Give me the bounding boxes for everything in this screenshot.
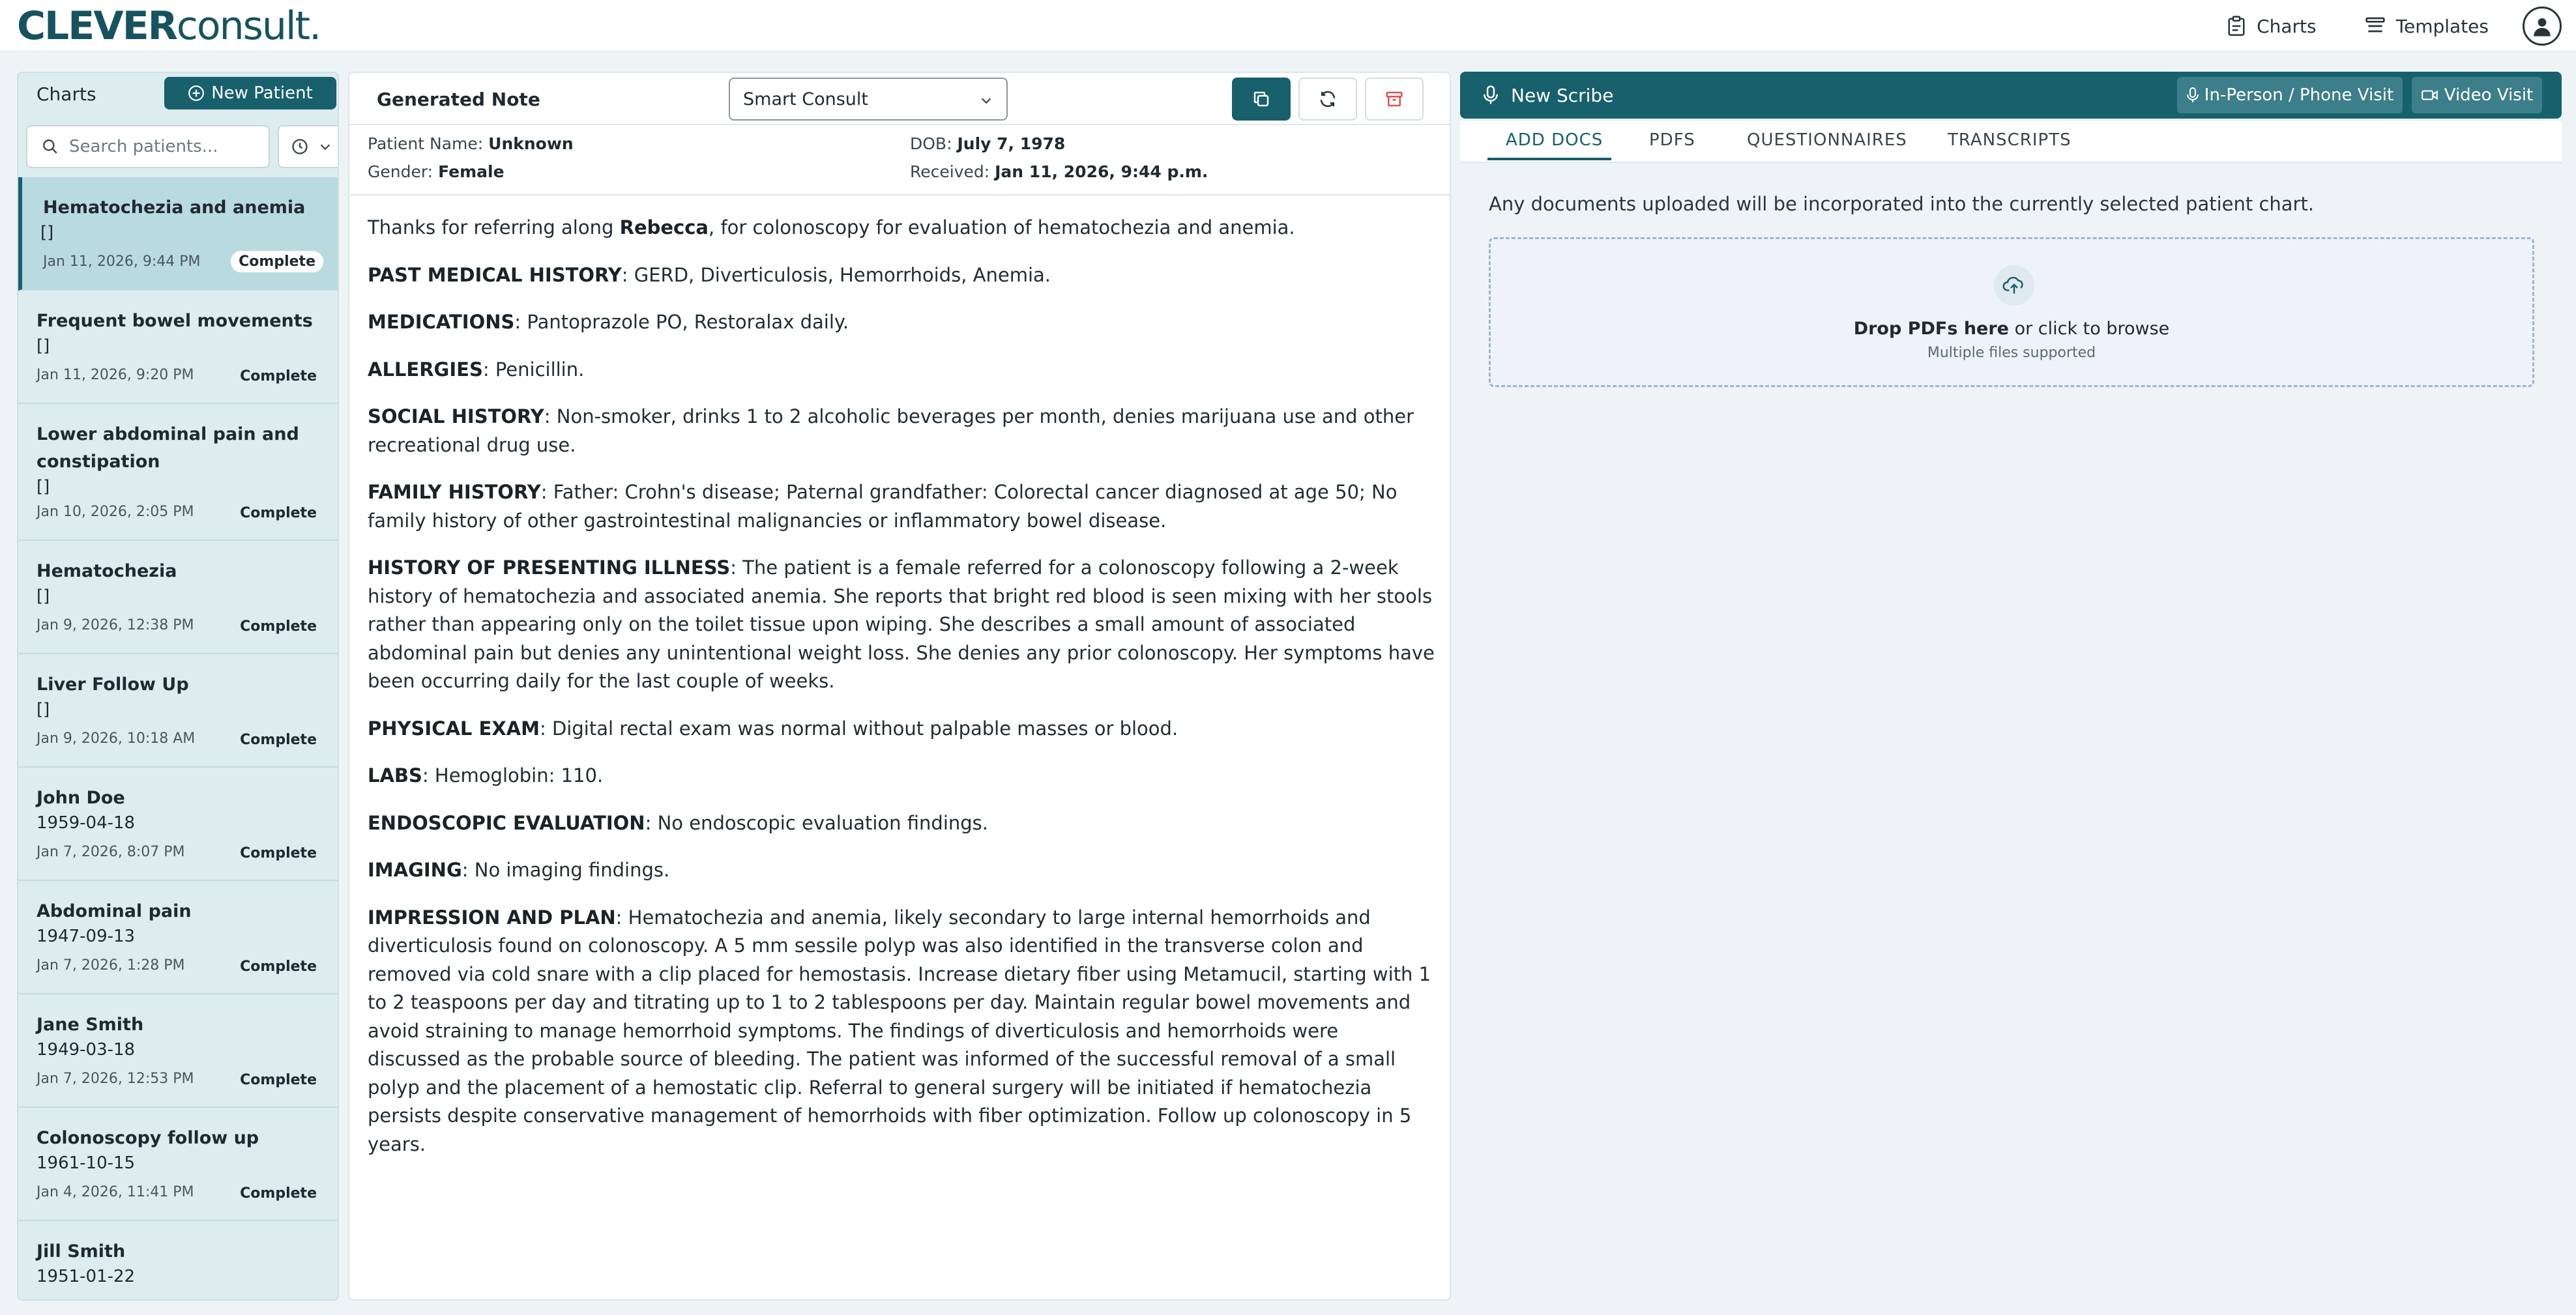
patient-subtitle: 1959-04-18 [37, 813, 136, 833]
sidebar-title: Charts [37, 83, 96, 105]
list-icon [2365, 16, 2386, 36]
note-section-exam [368, 715, 1437, 744]
patient-date: Jan 7, 2026, 12:53 PM [37, 1071, 194, 1087]
status-badge: Complete [240, 505, 317, 521]
patient-subtitle: [] [37, 336, 50, 356]
patient-subtitle: [] [40, 223, 54, 242]
section-text: : Father: Crohn's disease; Paternal grandfather: Colorectal cancer diagnosed at age 50; No family history of other gastrointestinal malignancies or inflammatory bowel disease. [368, 481, 1398, 532]
top-bar [0, 0, 2576, 52]
patient-subtitle: 1949-03-18 [37, 1040, 136, 1060]
gender-value: Female [438, 162, 505, 181]
patient-subtitle: 1947-09-13 [37, 927, 136, 946]
section-text: : No imaging findings. [461, 859, 670, 881]
status-badge: Complete [240, 618, 317, 635]
section-text: : GERD, Diverticulosis, Hemorrhoids, Anemia. [621, 263, 1051, 286]
scribe-bar [1460, 72, 2562, 119]
video-camera-icon [2421, 88, 2439, 102]
chevron-down-icon [318, 139, 332, 154]
section-text: : No endoscopic evaluation findings. [645, 811, 988, 834]
note-section-imaging [368, 856, 1437, 885]
section-text: : Penicillin. [482, 358, 585, 381]
logo-bold-text: CLEVER [17, 3, 177, 49]
user-icon [2531, 15, 2553, 37]
patient-title: Colonoscopy follow up [37, 1128, 259, 1148]
patient-first-name: Rebecca [619, 216, 709, 238]
note-section-plan [368, 904, 1437, 1159]
sidebar-header [18, 73, 338, 115]
intro-text: Thanks for referring along [368, 216, 620, 238]
intro-text-end: , for colonoscopy for evaluation of hematochezia and anemia. [709, 216, 1295, 238]
note-intro [368, 214, 1437, 242]
patient-meta [349, 125, 1450, 195]
patient-title: Abdominal pain [37, 901, 192, 921]
plus-circle-icon [188, 85, 205, 102]
video-visit-label: Video Visit [2444, 85, 2534, 105]
section-heading: PAST MEDICAL HISTORY [368, 263, 622, 286]
section-text: : Hemoglobin: 110. [422, 764, 604, 787]
note-section-labs [368, 762, 1437, 790]
generated-note-panel [348, 72, 1451, 1301]
section-heading: MEDICATIONS [368, 311, 515, 333]
user-avatar[interactable] [2523, 7, 2562, 46]
note-section-medications [368, 308, 1437, 337]
patient-list [18, 177, 339, 1301]
status-badge: Complete [240, 1072, 317, 1088]
microphone-icon [1482, 85, 1499, 106]
section-text: : Pantoprazole PO, Restoralax daily. [514, 311, 849, 333]
patient-title: John Doe [37, 788, 125, 808]
nav-charts[interactable] [2227, 15, 2317, 37]
dob-value: July 7, 1978 [957, 134, 1066, 153]
status-badge: Complete [231, 251, 323, 272]
patient-item[interactable] [18, 768, 339, 881]
template-select[interactable] [729, 78, 1008, 121]
section-text: : Hematochezia and anemia, likely secondary to large internal hemorrhoids and diverticulosis found on colonoscopy. A 5 mm sessile polyp was also identified in the transverse colon and removed via cold snare with a clip placed for hemostasis. Increase dietary fiber using Metamucil, starting with 1 to 2 teaspoons per day and titrating up to 1 to 2 tablespoons per day. Maintain regular bowel movements and avoid straining to manage hemorrhoid symptoms. The findings of diverticulosis and hemorrhoids were discussed as the probable source of bleeding. The patient was informed of the successful removal of a small polyp and the placement of a hemostatic clip. Referral to general surgery will be initiated if hematochezia persists despite conservative management of hemorrhoids with fiber optimization. Follow up colonoscopy in 5 years. [368, 906, 1431, 1155]
tab-transcripts[interactable]: TRANSCRIPTS [1948, 130, 2071, 150]
section-heading: FAMILY HISTORY [368, 481, 541, 503]
section-heading: PHYSICAL EXAM [368, 717, 540, 740]
section-heading: HISTORY OF PRESENTING ILLNESS [368, 556, 731, 579]
patient-title: Frequent bowel movements [37, 311, 313, 331]
patient-title: Liver Follow Up [37, 674, 189, 695]
received-label: Received: [910, 162, 990, 181]
clipboard-icon [2227, 15, 2246, 37]
patient-subtitle: 1961-10-15 [37, 1153, 136, 1173]
section-text: : Digital rectal exam was normal without palpable masses or blood. [539, 717, 1178, 740]
received-value: Jan 11, 2026, 9:44 p.m. [995, 162, 1208, 181]
pdf-dropzone[interactable] [1489, 237, 2534, 387]
section-heading: IMPRESSION AND PLAN [368, 906, 616, 929]
search-icon [42, 138, 59, 155]
patient-item[interactable] [18, 881, 339, 994]
in-person-visit-label: In-Person / Phone Visit [2204, 85, 2394, 105]
logo-rest-text: consult. [176, 3, 321, 49]
nav-charts-label: Charts [2257, 15, 2317, 37]
status-badge: Complete [240, 845, 317, 861]
app-logo[interactable] [17, 4, 320, 48]
patient-name-value: Unknown [488, 134, 574, 153]
dob-row [910, 134, 1065, 153]
status-badge: Complete [240, 1185, 317, 1202]
gender-label: Gender: [368, 162, 433, 181]
in-person-visit-button[interactable] [2177, 77, 2403, 113]
patient-item[interactable] [18, 654, 339, 768]
docs-info-text: Any documents uploaded will be incorporated into the currently selected patient chart. [1489, 193, 2315, 215]
tab-questionnaires[interactable]: QUESTIONNAIRES [1747, 130, 1907, 150]
dropzone-rest-text: or click to browse [2008, 319, 2170, 339]
patient-item[interactable] [18, 1221, 339, 1301]
new-patient-label: New Patient [211, 83, 313, 103]
patient-subtitle: [] [37, 700, 50, 719]
patient-item[interactable] [18, 177, 339, 291]
section-heading: ALLERGIES [368, 358, 483, 381]
microphone-icon [2186, 87, 2199, 104]
status-badge: Complete [240, 959, 317, 975]
section-text: : The patient is a female referred for a colonoscopy following a 2-week history of hematochezia and associated anemia. She reports that bright red blood is seen mixing with her stools rather than appearing only on the toilet tissue upon wiping. She describes a small amount of associated abdominal pain but denies any unintentional weight loss. She denies any prior colonoscopy. Her symptoms have been occurring daily for the last couple of weeks. [368, 556, 1435, 692]
status-badge: Complete [240, 368, 317, 384]
note-section-hpi [368, 554, 1437, 696]
history-filter-button[interactable] [278, 125, 339, 168]
section-heading: IMAGING [368, 859, 462, 881]
patient-date: Jan 7, 2026, 1:28 PM [37, 957, 185, 974]
tab-pdfs[interactable]: PDFS [1649, 130, 1695, 150]
patient-date: Jan 10, 2026, 2:05 PM [37, 504, 194, 520]
patient-search [26, 125, 270, 168]
charts-sidebar [17, 72, 339, 1301]
archive-icon [1384, 89, 1404, 109]
note-body [368, 214, 1437, 1178]
note-section-allergies [368, 356, 1437, 384]
patient-title: Lower abdominal pain and constipation [37, 424, 299, 472]
note-header [349, 73, 1450, 125]
archive-button[interactable] [1365, 78, 1424, 121]
patient-item[interactable] [18, 1108, 339, 1221]
regenerate-button[interactable] [1298, 78, 1357, 121]
upload-cloud-icon [1994, 265, 2034, 306]
note-section-endoscopic [368, 809, 1437, 838]
patient-subtitle: [] [37, 586, 50, 606]
patient-title: Jill Smith [37, 1241, 126, 1262]
patient-date: Jan 11, 2026, 9:44 PM [43, 253, 201, 270]
patient-name-row [368, 134, 574, 153]
video-visit-button[interactable] [2412, 77, 2542, 113]
patient-title: Hematochezia [37, 561, 177, 581]
patient-item[interactable] [18, 541, 339, 654]
received-row [910, 162, 1208, 181]
nav-templates-label: Templates [2395, 15, 2489, 37]
patient-name-label: Patient Name: [368, 134, 484, 153]
patient-date: Jan 9, 2026, 12:38 PM [37, 617, 194, 633]
dropzone-subtext: Multiple files supported [1927, 345, 2096, 361]
section-heading: ENDOSCOPIC EVALUATION [368, 811, 645, 834]
patient-date: Jan 4, 2026, 11:41 PM [37, 1184, 194, 1200]
template-select-value: Smart Consult [743, 89, 869, 109]
dob-label: DOB: [910, 134, 952, 153]
patient-subtitle: [] [37, 477, 50, 497]
new-patient-button[interactable] [164, 77, 336, 109]
copy-note-button[interactable] [1232, 78, 1291, 121]
tab-add-docs[interactable]: ADD DOCS [1506, 130, 1603, 150]
patient-date: Jan 9, 2026, 10:18 AM [37, 730, 196, 747]
patient-title: Hematochezia and anemia [43, 197, 306, 218]
patient-date: Jan 11, 2026, 9:20 PM [37, 367, 194, 383]
search-input[interactable] [69, 137, 258, 156]
patient-item[interactable] [18, 291, 339, 404]
scribe-tabs [1460, 121, 2562, 163]
note-section-social [368, 403, 1437, 459]
patient-title: Jane Smith [37, 1015, 144, 1035]
clock-icon [291, 137, 309, 156]
section-heading: SOCIAL HISTORY [368, 405, 544, 427]
patient-subtitle: 1951-01-22 [37, 1267, 136, 1286]
refresh-icon [1318, 89, 1338, 109]
nav-templates[interactable] [2365, 16, 2489, 37]
section-text: : Non-smoker, drinks 1 to 2 alcoholic beverages per month, denies marijuana use and other recreational drug use. [368, 405, 1414, 456]
copy-icon [1251, 89, 1271, 109]
dropzone-bold-text: Drop PDFs here [1853, 319, 2009, 339]
patient-date: Jan 7, 2026, 8:07 PM [37, 844, 185, 860]
gender-row [368, 162, 505, 181]
new-scribe-label: New Scribe [1511, 84, 1614, 106]
note-title: Generated Note [377, 89, 540, 110]
dropzone-text [1491, 319, 2532, 339]
section-heading: LABS [368, 764, 422, 787]
active-tab-indicator [1487, 158, 1611, 160]
note-section-pmh [368, 261, 1437, 290]
status-badge: Complete [240, 732, 317, 748]
chevron-down-icon [979, 93, 993, 108]
note-section-family [368, 478, 1437, 535]
top-nav [2178, 0, 2562, 52]
patient-item[interactable] [18, 994, 339, 1108]
patient-item[interactable] [18, 404, 339, 541]
new-scribe-button[interactable] [1482, 72, 1613, 119]
